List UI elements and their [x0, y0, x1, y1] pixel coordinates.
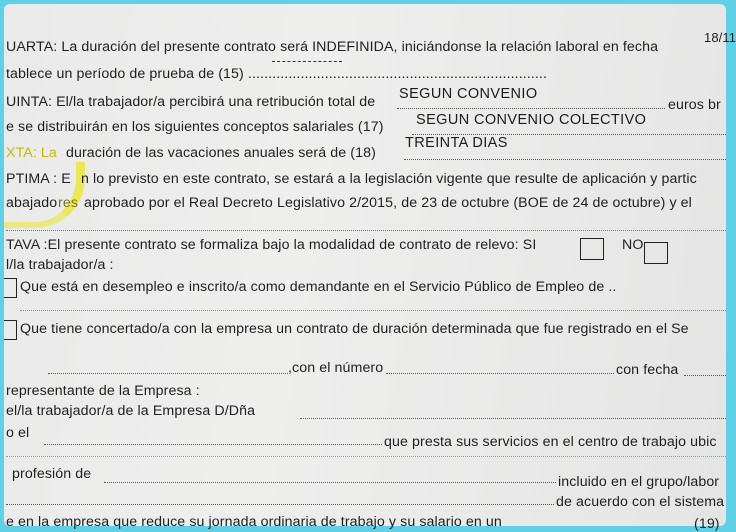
fixed-term-checkbox[interactable] [4, 320, 17, 340]
workplace-line: que presta sus servicios en el centro de trabajo ubic [384, 434, 717, 450]
euros-label: euros br [668, 97, 721, 113]
vacation-dotline [404, 159, 726, 160]
registry-dotline [48, 373, 288, 374]
unemployed-option: Que está en desempleo e inscrito/a como demandante en el Servicio Público de Empleo de .. [20, 279, 617, 295]
no-checkbox[interactable] [644, 242, 668, 264]
profession-dotline [104, 482, 556, 483]
clause-sexta: duración de las vacaciones anuales será de (18) [66, 145, 376, 161]
unemployed-checkbox[interactable] [4, 278, 17, 298]
system-label: de acuerdo con el sistema [556, 494, 725, 510]
clause-septima-prefix: PTIMA : E [6, 171, 71, 187]
system-dotline [6, 504, 554, 505]
septima-dotline [6, 230, 726, 231]
underline-indefinida [272, 61, 342, 62]
reduction-ref: (19) [694, 516, 720, 532]
group-label: incluido en el grupo/labor [558, 474, 720, 490]
salary-handwritten: SEGUN CONVENIO [399, 86, 538, 102]
vacation-handwritten: TREINTA DIAS [405, 135, 508, 151]
worker-heading: l/la trabajador/a : [6, 257, 114, 273]
company-worker-line: el/la trabajador/a de la Empresa D/Dña [6, 403, 256, 419]
unemployed-dotline [20, 310, 726, 311]
date-dotline [684, 375, 726, 376]
clause-septima: n lo previsto en este contrato, se estará a la legislación vigente que resulte de aplicación y partic [81, 171, 697, 187]
name-dotline [300, 418, 726, 419]
trial-period-line: tablece un período de prueba de (15) .......................................................................... [6, 66, 547, 82]
profession-label: profesión de [12, 466, 92, 482]
number-dotline [386, 373, 614, 374]
no-label: NO [622, 237, 644, 253]
company-rep-heading: representante de la Empresa : [6, 383, 200, 399]
workers-statute-prefix: abajado [6, 195, 58, 211]
center-dotline [44, 444, 382, 445]
salary-concepts-line: e se distribuirán en los siguientes conceptos salariales (17) [6, 119, 384, 135]
fixed-term-option: Que tiene concertado/a con la empresa un contrato de duración determinada que fue registrado en el Se [20, 321, 689, 337]
salary-dotline [397, 108, 665, 109]
clause-octava: TAVA :El presente contrato se formaliza bajo la modalidad de contrato de relevo: SI [6, 237, 537, 253]
concepts-handwritten: SEGUN CONVENIO COLECTIVO [416, 112, 647, 128]
reduction-line: e en la empresa que reduce su jornada ordinaria de trabajo y su salario en un [6, 514, 502, 530]
date-label: con fecha [616, 362, 679, 378]
clause-quinta: UINTA: El/la trabajador/a percibirá una retribución total de [6, 94, 376, 110]
clause-cuarta: UARTA: La duración del presente contrato será INDEFINIDA, iniciándonse la relación laboral en fecha [6, 39, 659, 55]
document-photo [4, 4, 736, 532]
or-label: o el [6, 425, 30, 441]
clause-sexta-prefix: XTA: La [6, 145, 57, 161]
workers-statute-line: aprobado por el Real Decreto Legislativo 2/2015, de 23 de octubre (BOE de 24 de octubre) y el [84, 195, 692, 211]
si-checkbox[interactable] [580, 238, 604, 260]
workers-statute-mid: res [58, 195, 79, 211]
start-date: 18/11 [704, 30, 736, 45]
workplace-dotline [6, 456, 726, 457]
number-label: ,con el número [288, 360, 384, 376]
